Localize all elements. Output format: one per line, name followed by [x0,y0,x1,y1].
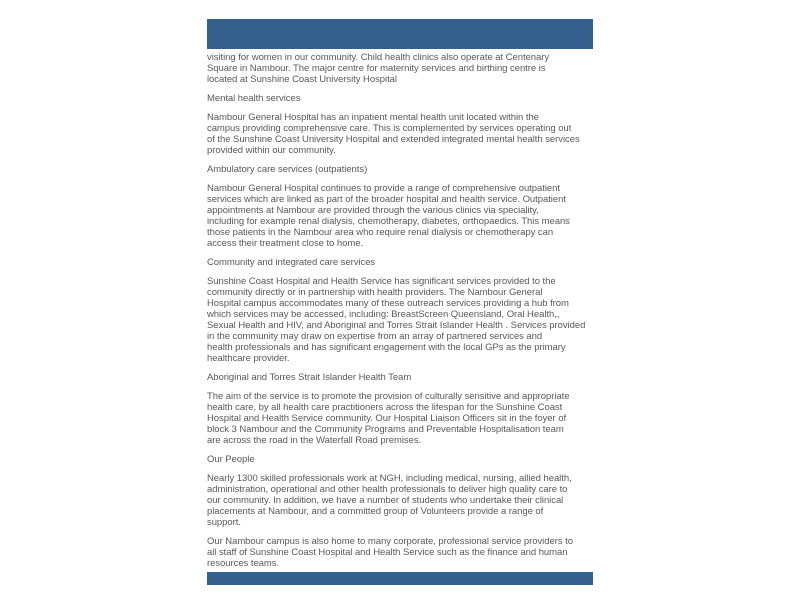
text-line: administration, operational and other health professionals to deliver high quality care to [207,484,568,495]
text-line: campus providing comprehensive care. This is complemented by services operating out [207,123,572,134]
text-line: health care, by all health care practitioners across the lifespan for the Sunshine Coast [207,402,563,413]
text-line: are across the road in the Waterfall Road premises. [207,435,422,446]
our-people-heading [207,454,593,465]
text-line: Sexual Health and HIV, and Aboriginal and Torres Strait Islander Health . Services provided [207,320,586,331]
text-line: including for example renal dialysis, chemotherapy, diabetes, orthopaedics. This means [207,216,570,227]
text-line: which services may be accessed, including: BreastScreen Queensland, Oral Health,, [207,309,560,320]
text-line: placements at Nambour, and a committed group of Volunteers provide a range of [207,506,544,517]
maternity-services-paragraph [207,52,593,85]
text-line: Our Nambour campus is also home to many corporate, professional service providers to [207,536,573,547]
text-line: located at Sunshine Coast University Hospital [207,74,397,85]
text-line: provided within our community. [207,145,336,156]
text-line: Aboriginal and Torres Strait Islander Health Team [207,372,412,383]
mental-health-services-heading [207,93,593,104]
community-integrated-care-paragraph [207,276,593,364]
text-line: our community. In addition, we have a number of students who undertake their clinical [207,495,564,506]
text-line: support. [207,517,241,528]
aboriginal-torres-strait-islander-paragraph [207,391,593,446]
text-line: Our People [207,454,255,465]
text-line: healthcare provider. [207,353,290,364]
text-line: in the community may draw on expertise from an array of partnered services and [207,331,543,342]
nambour-campus-paragraph [207,536,593,569]
text-line: Sunshine Coast Hospital and Health Service has significant services provided to the [207,276,556,287]
text-line: community directly or in partnership with health providers. The Nambour General [207,287,543,298]
text-line: visiting for women in our community. Child health clinics also operate at Centenary [207,52,550,63]
document-content [207,52,593,569]
ambulatory-care-heading [207,164,593,175]
text-line: health professionals and has significant engagement with the local GPs as the primary [207,342,566,353]
text-line: Hospital and Health Service community. Our Hospital Liaison Officers sit in the foyer of [207,413,567,424]
aboriginal-torres-strait-islander-heading [207,372,593,383]
text-line: Hospital campus accommodates many of these outreach services providing a hub from [207,298,569,309]
ambulatory-care-paragraph [207,183,593,249]
community-integrated-care-heading [207,257,593,268]
text-line: those patients in the Nambour area who require renal dialysis or chemotherapy can [207,227,554,238]
mental-health-services-paragraph [207,112,593,156]
text-line: Mental health services [207,93,301,104]
text-line: of the Sunshine Coast University Hospital and extended integrated mental health services [207,134,580,145]
text-line: Nambour General Hospital continues to provide a range of comprehensive outpatient [207,183,560,194]
text-line: block 3 Nambour and the Community Programs and Preventable Hospitalisation team [207,424,564,435]
text-line: Community and integrated care services [207,257,376,268]
our-people-paragraph [207,473,593,528]
footer-bar [207,572,593,585]
header-bar [207,19,593,49]
text-line: Nambour General Hospital has an inpatient mental health unit located within the [207,112,539,123]
text-line: access their treatment close to home. [207,238,364,249]
text-line: services which are linked as part of the broader hospital and health service. Outpatient [207,194,566,205]
document-page [207,19,593,585]
text-line: Ambulatory care services (outpatients) [207,164,368,175]
text-line: resources teams. [207,558,280,569]
text-line: Square in Nambour. The major centre for maternity services and birthing centre is [207,63,546,74]
text-line: Nearly 1300 skilled professionals work at NGH, including medical, nursing, allied health, [207,473,572,484]
text-line: The aim of the service is to promote the provision of culturally sensitive and appropriate [207,391,570,402]
text-line: appointments at Nambour are provided through the various clinics via speciality, [207,205,539,216]
text-line: all staff of Sunshine Coast Hospital and Health Service such as the finance and human [207,547,568,558]
